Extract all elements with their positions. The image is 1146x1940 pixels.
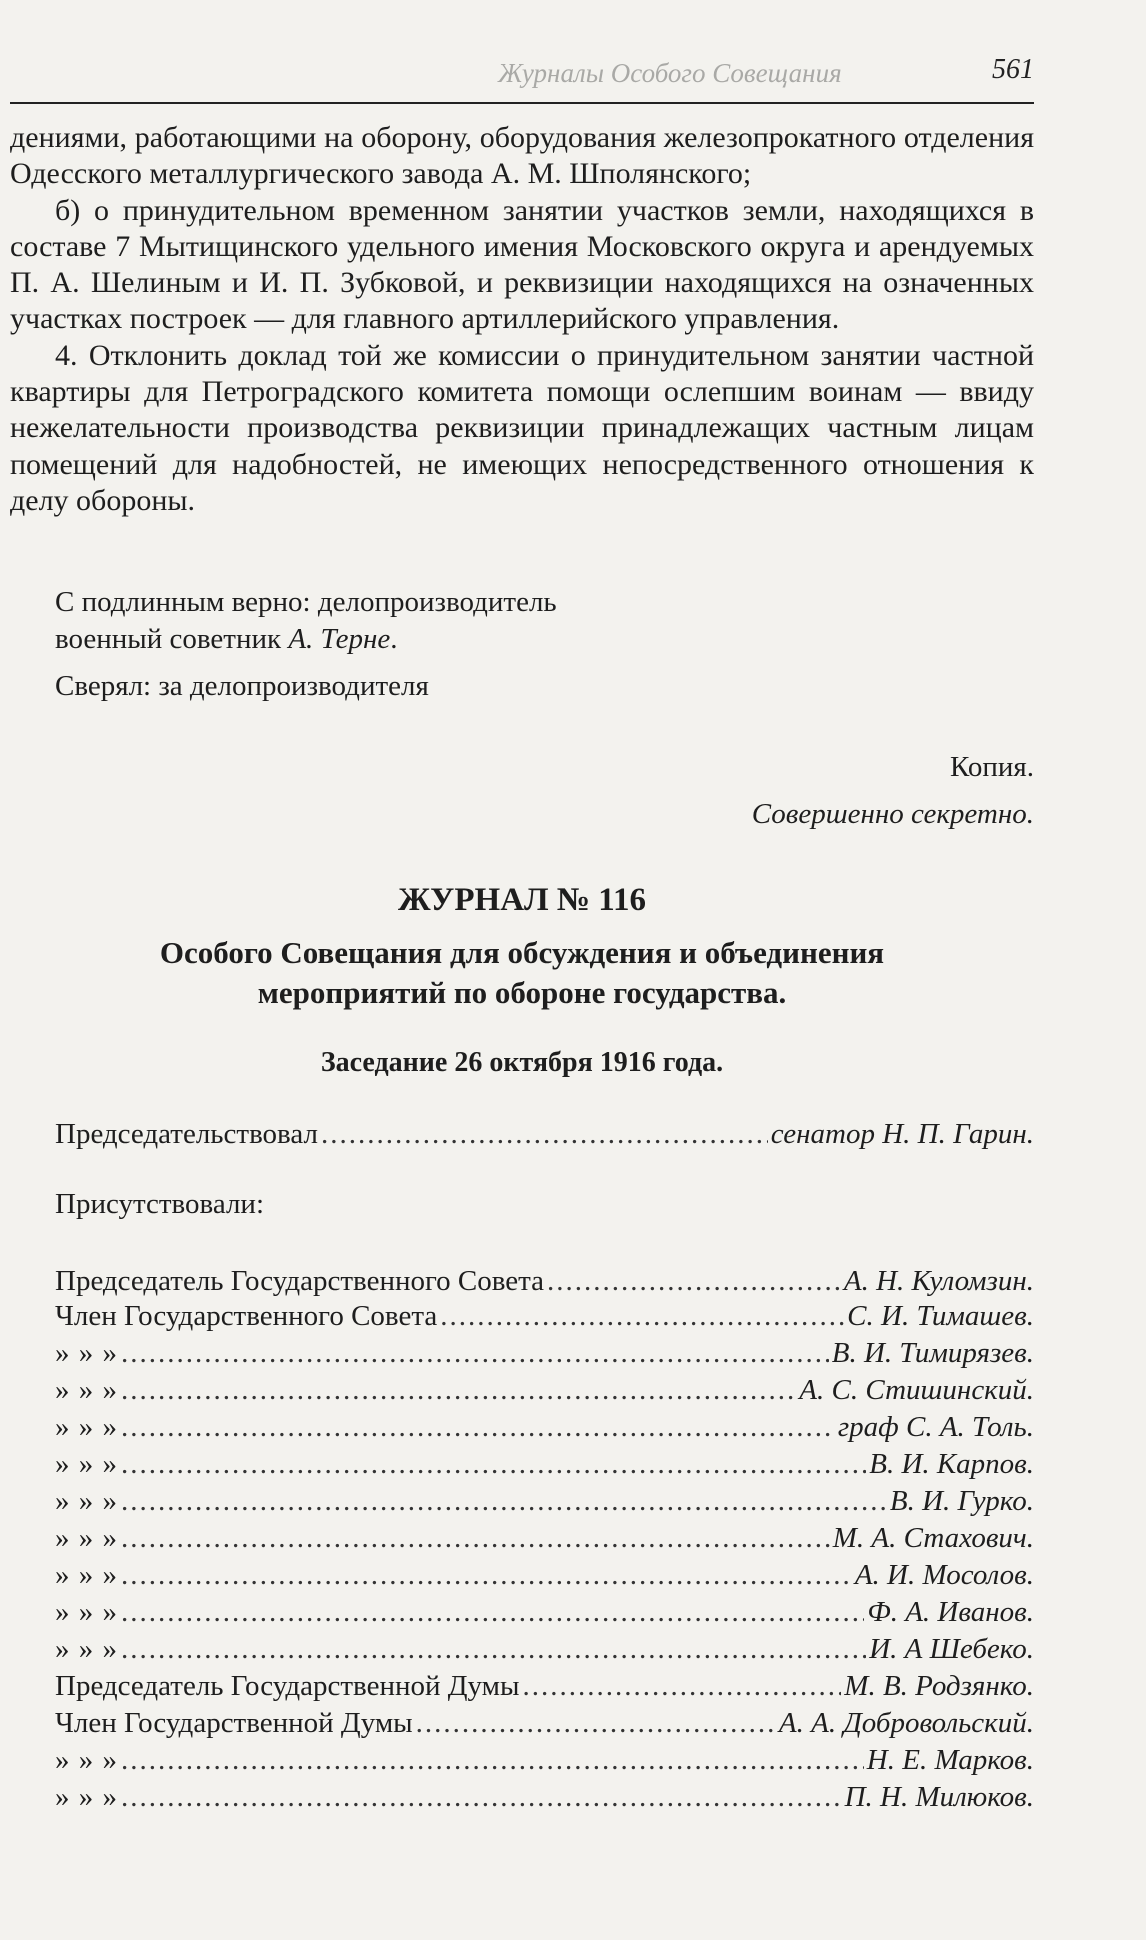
leader-dots [121, 1485, 887, 1518]
attendee-row [55, 1337, 1034, 1375]
ditto-marks: » » » [55, 1633, 118, 1665]
leader-dots [121, 1596, 864, 1629]
ditto-marks: » » » [55, 1781, 118, 1813]
leader-dots [121, 1337, 829, 1370]
leader-dots [121, 1559, 852, 1592]
ditto-marks: » » » [55, 1448, 118, 1480]
leader-dots [121, 1374, 796, 1407]
leader-dots [522, 1670, 841, 1703]
leader-dots [121, 1633, 866, 1666]
attendee-name: А. Н. Куломзин. [843, 1265, 1034, 1297]
attendee-name: А. А. Добровольский. [778, 1707, 1034, 1739]
attendee-row [55, 1744, 1034, 1782]
attendee-name: П. Н. Милюков. [844, 1781, 1034, 1813]
ditto-marks: » » » [55, 1559, 118, 1591]
chaired-label: Председательствовал [55, 1118, 318, 1150]
ditto-marks: » » » [55, 1374, 118, 1406]
journal-number: ЖУРНАЛ № 116 [398, 882, 646, 918]
journal-heading-line1: Особого Совещания для обсуждения и объединения [159, 935, 885, 970]
attendee-row [55, 1411, 1034, 1449]
secrecy-mark: Совершенно секретно. [751, 798, 1034, 830]
certification-line: С подлинным верно: делопроизводитель [55, 586, 557, 618]
attendee-title: Член Государственной Думы [55, 1707, 413, 1739]
attendee-row [55, 1300, 1034, 1338]
attendee-title: Председатель Государственной Думы [55, 1670, 520, 1702]
leader-dots [547, 1265, 841, 1298]
attendee-row [55, 1265, 1034, 1303]
attendee-row [55, 1374, 1034, 1412]
leader-dots [440, 1300, 844, 1333]
attendee-row [55, 1448, 1034, 1486]
leader-dots [416, 1707, 776, 1740]
attendee-name: М. А. Стахович. [832, 1522, 1034, 1554]
attendee-name: А. И. Мосолов. [854, 1559, 1034, 1591]
attendee-title: Председатель Государственного Совета [55, 1265, 545, 1297]
attendee-name: В. И. Гурко. [889, 1485, 1034, 1517]
attendee-name: Ф. А. Иванов. [867, 1596, 1034, 1628]
leader-dots [121, 1522, 830, 1555]
journal-heading-line2: мероприятий по обороне государства. [257, 975, 787, 1010]
running-title: Журналы Особого Совещания [498, 58, 842, 88]
leader-dots [121, 1448, 866, 1481]
paragraph-item-b: б) о принудительном временном занятии участков земли, находящихся в составе 7 Мытищинского удельного имения Московского округа и арендуемых П. А. Шелиным и И. П. Зубковой, и реквизиции находящихся на означенных участках построек — для главного артиллерийского управления. [10, 193, 1034, 336]
attendee-name: Н. Е. Марков. [866, 1744, 1034, 1776]
copy-mark: Копия. [949, 751, 1034, 783]
attendee-row [55, 1522, 1034, 1560]
chaired-row [55, 1118, 1034, 1156]
ditto-marks: » » » [55, 1411, 118, 1443]
ditto-marks: » » » [55, 1522, 118, 1554]
leader-dots [121, 1781, 842, 1814]
verified-line: Сверял: за делопроизводителя [55, 670, 429, 702]
attendee-row [55, 1633, 1034, 1671]
attendee-name: В. И. Тимирязев. [831, 1337, 1034, 1369]
session-date: Заседание 26 октября 1916 года. [320, 1047, 724, 1078]
ditto-marks: » » » [55, 1596, 118, 1628]
attendee-name: А. С. Стишинский. [799, 1374, 1034, 1406]
chair-name: сенатор Н. П. Гарин. [770, 1118, 1034, 1150]
attendee-row [55, 1485, 1034, 1523]
ditto-marks: » » » [55, 1485, 118, 1517]
page-header [10, 52, 1034, 104]
attendee-name: В. И. Карпов. [869, 1448, 1034, 1480]
attendee-name: И. А Шебеко. [869, 1633, 1034, 1665]
leader-dots [321, 1118, 768, 1151]
attendee-row [55, 1559, 1034, 1597]
attendee-name: С. И. Тимашев. [847, 1300, 1034, 1332]
leader-dots [121, 1744, 864, 1777]
attendee-name: М. В. Родзянко. [844, 1670, 1034, 1702]
continuation-text [10, 120, 1034, 519]
attendee-row [55, 1707, 1034, 1745]
attendee-name: граф С. А. Толь. [837, 1411, 1034, 1443]
ditto-marks: » » » [55, 1744, 118, 1776]
signer-name: А. Терне [288, 623, 391, 655]
ditto-marks: » » » [55, 1337, 118, 1369]
certification-signer: военный советник А. Терне. [55, 623, 398, 655]
page-number: 561 [992, 54, 1034, 85]
paragraph-continued: дениями, работающими на оборону, оборудования железопрокатного отделения Одесского металлургического завода А. М. Шполянского; [10, 121, 1034, 191]
paragraph-item-4: 4. Отклонить доклад той же комиссии о принудительном занятии частной квартиры для Петроградского комитета помощи ослепшим воинам — ввиду нежелательности производства реквизиции принадлежащих частным лицам помещений для надобностей, не имеющих непосредственного отношения к делу обороны. [10, 338, 1034, 517]
attendee-row [55, 1670, 1034, 1708]
attendee-title: Член Государственного Совета [55, 1300, 438, 1332]
attendee-row [55, 1596, 1034, 1634]
leader-dots [121, 1411, 835, 1444]
attendee-row [55, 1781, 1034, 1819]
present-label: Присутствовали: [55, 1188, 265, 1220]
